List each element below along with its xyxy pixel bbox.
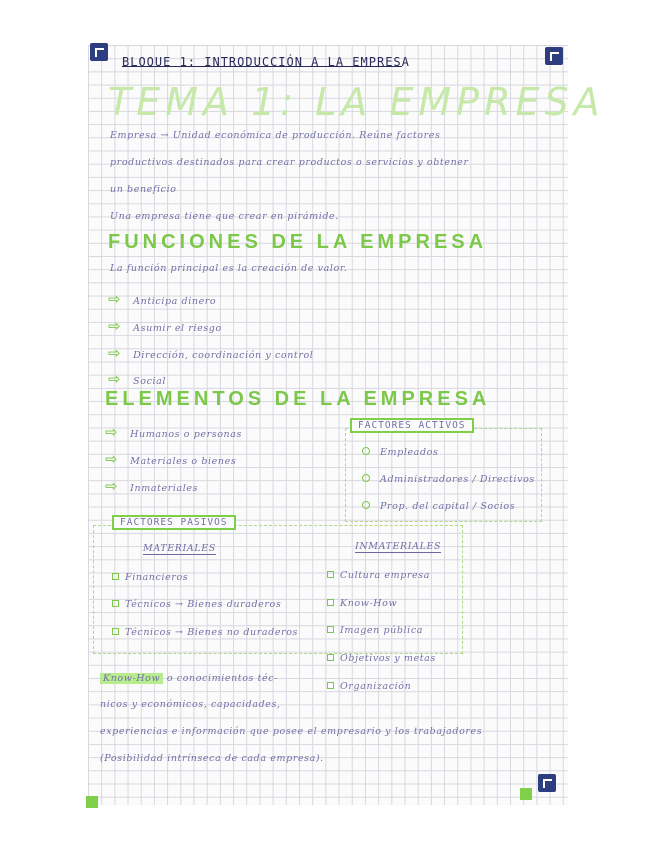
elementos-heading: ELEMENTOS DE LA EMPRESA (105, 388, 491, 410)
arrow-icon: ⇨ (108, 344, 122, 362)
inmaterial-item: Objetivos y metas (327, 653, 436, 664)
corner-icon-bottom-right (538, 774, 556, 792)
materiales-heading: MATERIALES (143, 543, 216, 554)
elemento-item: ⇨ Humanos o personas (105, 423, 243, 441)
funcion-item: ⇨ Social (108, 370, 167, 388)
bullet-icon (362, 474, 370, 482)
checkbox-icon (112, 573, 119, 580)
arrow-icon: ⇨ (105, 477, 119, 495)
knowhow-line-1: Know-How o conocimientos téc- (100, 673, 278, 684)
bullet-icon (362, 501, 370, 509)
checkbox-icon (327, 599, 334, 606)
inmaterial-item: Know-How (327, 598, 397, 609)
material-item: Técnicos → Bienes no duraderos (112, 627, 298, 638)
intro-line-2: productivos destinados para crear productos o servicios y obtener (110, 157, 469, 168)
knowhow-line-2: nicos y económicos, capacidades, (100, 699, 281, 710)
knowhow-line-4: (Posibilidad intrínseca de cada empresa). (100, 753, 324, 764)
arrow-icon: ⇨ (105, 450, 119, 468)
factores-pasivos-label: FACTORES PASIVOS (112, 515, 236, 530)
elemento-item: ⇨ Inmateriales (105, 477, 199, 495)
inmaterial-item: Imagen pública (327, 625, 423, 636)
funciones-lead: La función principal es la creación de valor. (110, 263, 348, 274)
checkbox-icon (327, 626, 334, 633)
funciones-heading: FUNCIONES DE LA EMPRESA (108, 231, 488, 253)
corner-icon-top-right (545, 47, 563, 65)
header-underline (122, 66, 402, 67)
funcion-item: ⇨ Dirección, coordinación y control (108, 344, 314, 362)
checkbox-icon (112, 600, 119, 607)
arrow-icon: ⇨ (108, 290, 122, 308)
funcion-item: ⇨ Anticipa dinero (108, 290, 217, 308)
activo-item: Empleados (362, 447, 438, 458)
green-square-icon (520, 788, 532, 800)
block-header: BLOQUE 1: INTRODUCCIÓN A LA EMPRESA (122, 55, 410, 69)
checkbox-icon (112, 628, 119, 635)
arrow-icon: ⇨ (108, 317, 122, 335)
inmateriales-heading: INMATERIALES (355, 541, 442, 552)
checkbox-icon (327, 571, 334, 578)
material-item: Financieros (112, 572, 188, 583)
knowhow-term: Know-How (100, 673, 163, 684)
funcion-item: ⇨ Asumir el riesgo (108, 317, 222, 335)
activo-item: Administradores / Directivos (362, 474, 535, 485)
green-square-icon (86, 796, 98, 808)
factores-activos-label: FACTORES ACTIVOS (350, 418, 474, 433)
checkbox-icon (327, 654, 334, 661)
arrow-icon: ⇨ (108, 370, 122, 388)
material-item: Técnicos → Bienes duraderos (112, 599, 281, 610)
checkbox-icon (327, 682, 334, 689)
page-title: TEMA 1: LA EMPRESA (108, 80, 605, 124)
corner-icon-top-left (90, 43, 108, 61)
intro-line-1: Empresa → Unidad económica de producción. Reúne factores (110, 130, 441, 141)
knowhow-line-3: experiencias e información que posee el empresario y los trabajadores (100, 726, 483, 737)
arrow-icon: ⇨ (105, 423, 119, 441)
intro-line-3: un beneficio (110, 184, 177, 195)
activo-item: Prop. del capital / Socios (362, 501, 515, 512)
bullet-icon (362, 447, 370, 455)
elemento-item: ⇨ Materiales o bienes (105, 450, 237, 468)
intro-line-4: Una empresa tiene que crear en pirámide. (110, 211, 339, 222)
inmaterial-item: Cultura empresa (327, 570, 430, 581)
inmaterial-item: Organización (327, 681, 411, 692)
